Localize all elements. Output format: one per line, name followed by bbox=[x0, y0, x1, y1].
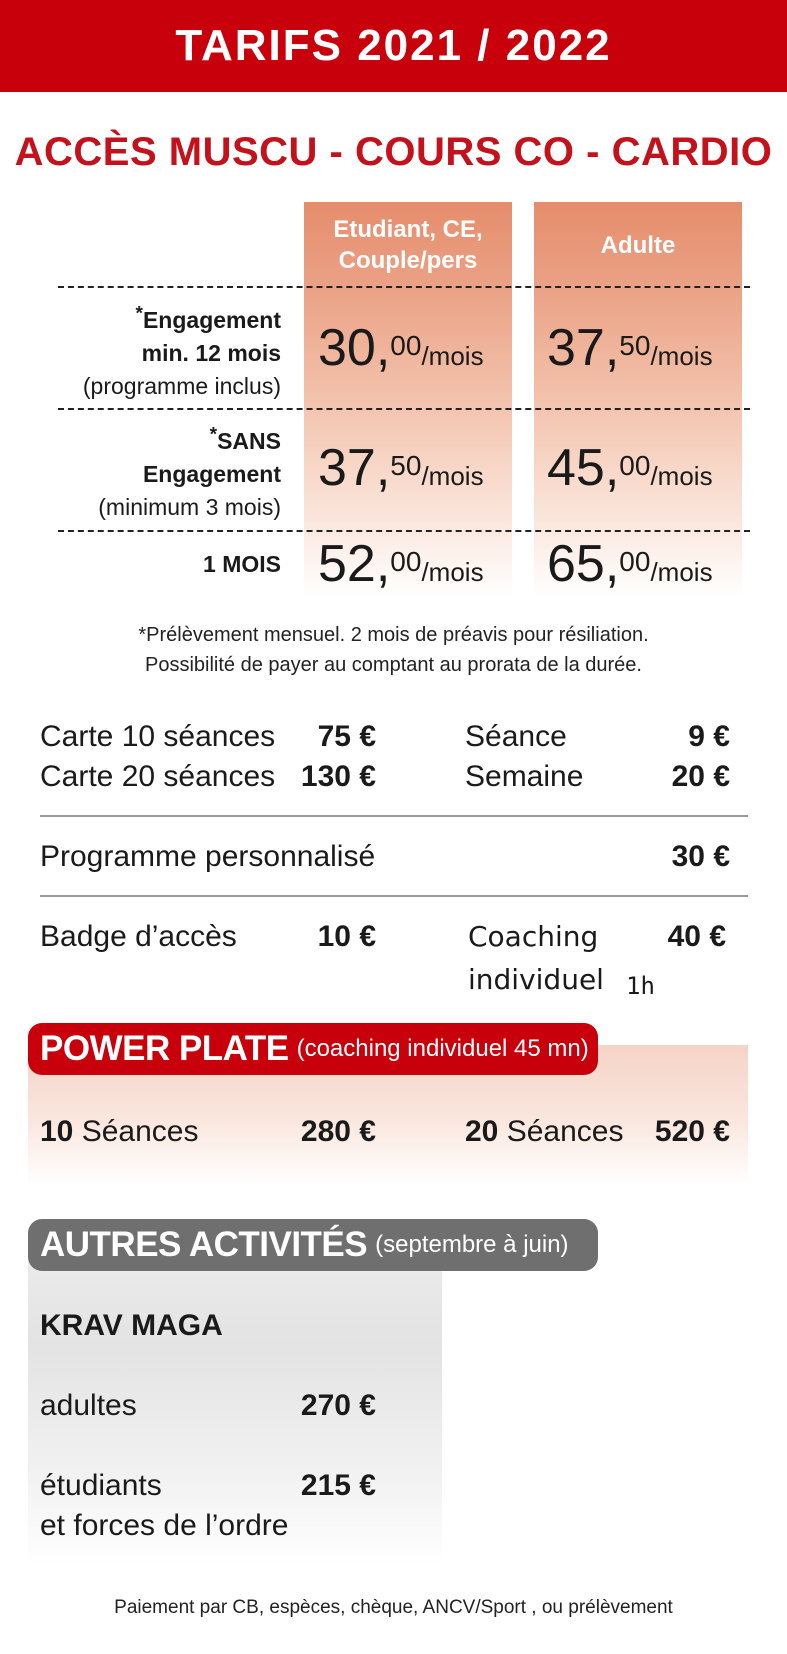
price-cell bbox=[318, 318, 484, 386]
price-dec: 00 bbox=[390, 546, 422, 577]
power-plate-20-price: 520 € bbox=[654, 1115, 730, 1148]
session-label: Séances bbox=[81, 1115, 199, 1148]
asterisk: * bbox=[209, 424, 218, 445]
label-line: min. 12 mois bbox=[141, 339, 281, 366]
semaine-price: 20 € bbox=[671, 760, 730, 793]
badge-price: 10 € bbox=[317, 920, 376, 953]
programme-price: 30 € bbox=[671, 840, 730, 873]
label-line: Engagement bbox=[142, 460, 281, 487]
row-label-1-mois bbox=[203, 548, 281, 581]
price-dec: 50 bbox=[619, 330, 651, 361]
power-plate-subtitle: (coaching individuel 45 mn) bbox=[296, 1035, 589, 1062]
price-cell bbox=[547, 318, 713, 386]
price-dec: 00 bbox=[619, 450, 651, 481]
asterisk: * bbox=[135, 303, 143, 324]
price-int: 37, bbox=[318, 439, 391, 497]
page-title: TARIFS 2021 / 2022 bbox=[175, 21, 612, 70]
price-unit: /mois bbox=[650, 341, 713, 371]
adultes-price: 270 € bbox=[300, 1389, 376, 1422]
footnote bbox=[0, 620, 787, 680]
price-cell bbox=[318, 438, 484, 506]
column-header-adult bbox=[534, 210, 742, 280]
footnote-line: Possibilité de payer au comptant au prorata de la durée. bbox=[145, 654, 642, 676]
carte-20-price: 130 € bbox=[300, 760, 376, 793]
session-count: 20 bbox=[465, 1115, 499, 1148]
power-plate-10-price: 280 € bbox=[300, 1115, 376, 1148]
label-sub: (programme inclus) bbox=[82, 372, 281, 399]
power-plate-20 bbox=[465, 1112, 623, 1152]
coaching-duration: 1h bbox=[626, 972, 655, 1000]
power-plate-10 bbox=[40, 1112, 198, 1152]
price-unit: /mois bbox=[421, 557, 484, 587]
coaching-label: Coaching bbox=[468, 920, 599, 953]
power-plate-heading bbox=[28, 1023, 598, 1075]
semaine-label: Semaine bbox=[465, 760, 584, 793]
price-unit: /mois bbox=[421, 461, 484, 491]
activity-name: KRAV MAGA bbox=[40, 1309, 223, 1342]
label-sub: (minimum 3 mois) bbox=[98, 493, 281, 520]
row-divider bbox=[58, 286, 750, 288]
price-int: 52, bbox=[318, 535, 391, 593]
price-cell bbox=[318, 534, 484, 602]
autres-heading bbox=[28, 1219, 598, 1271]
price-dec: 00 bbox=[619, 546, 651, 577]
seance-label: Séance bbox=[465, 720, 567, 753]
row-divider bbox=[58, 408, 750, 410]
price-cell bbox=[547, 438, 713, 506]
price-unit: /mois bbox=[650, 557, 713, 587]
etudiants-label: étudiants bbox=[40, 1469, 162, 1502]
row-divider bbox=[58, 530, 750, 532]
power-plate-title: POWER PLATE bbox=[40, 1029, 289, 1068]
payment-note: Paiement par CB, espèces, chèque, ANCV/Sport , ou prélèvement bbox=[114, 1597, 673, 1618]
carte-10-label: Carte 10 séances bbox=[40, 720, 276, 753]
carte-10-price: 75 € bbox=[317, 720, 376, 753]
price-dec: 00 bbox=[390, 330, 422, 361]
coaching-label-2: individuel bbox=[468, 963, 604, 996]
footnote-line: *Prélèvement mensuel. 2 mois de préavis pour résiliation. bbox=[138, 624, 649, 646]
badge-label: Badge d’accès bbox=[40, 920, 237, 953]
label-line: 1 MOIS bbox=[203, 551, 281, 577]
column-header-line: Couple/pers bbox=[338, 247, 478, 274]
label-line: Engagement bbox=[142, 306, 281, 333]
price-unit: /mois bbox=[650, 461, 713, 491]
autres-subtitle: (septembre à juin) bbox=[375, 1231, 569, 1258]
column-header-line: Etudiant, CE, bbox=[333, 216, 483, 243]
price-int: 30, bbox=[318, 319, 391, 377]
price-cell bbox=[547, 534, 713, 602]
coaching-price: 40 € bbox=[667, 920, 726, 953]
header-banner bbox=[0, 0, 787, 92]
price-int: 45, bbox=[547, 439, 620, 497]
etudiants-label-2: et forces de l’ordre bbox=[40, 1509, 289, 1542]
price-dec: 50 bbox=[390, 450, 422, 481]
column-header-line: Adulte bbox=[600, 231, 676, 259]
carte-20-label: Carte 20 séances bbox=[40, 760, 276, 793]
price-int: 65, bbox=[547, 535, 620, 593]
column-header-student bbox=[304, 210, 512, 280]
label-line: SANS bbox=[217, 427, 281, 454]
session-label: Séances bbox=[506, 1115, 624, 1148]
seance-price: 9 € bbox=[688, 720, 730, 753]
price-int: 37, bbox=[547, 319, 620, 377]
divider bbox=[40, 815, 748, 817]
row-label-engagement bbox=[83, 297, 281, 403]
price-unit: /mois bbox=[421, 341, 484, 371]
adultes-label: adultes bbox=[40, 1389, 137, 1422]
etudiants-price: 215 € bbox=[300, 1469, 376, 1502]
section-title: ACCÈS MUSCU - COURS CO - CARDIO bbox=[14, 130, 773, 174]
divider bbox=[40, 895, 748, 897]
autres-title: AUTRES ACTIVITÉS bbox=[40, 1225, 368, 1264]
session-count: 10 bbox=[40, 1115, 74, 1148]
row-label-sans-engagement bbox=[98, 418, 281, 524]
programme-label: Programme personnalisé bbox=[40, 840, 376, 873]
